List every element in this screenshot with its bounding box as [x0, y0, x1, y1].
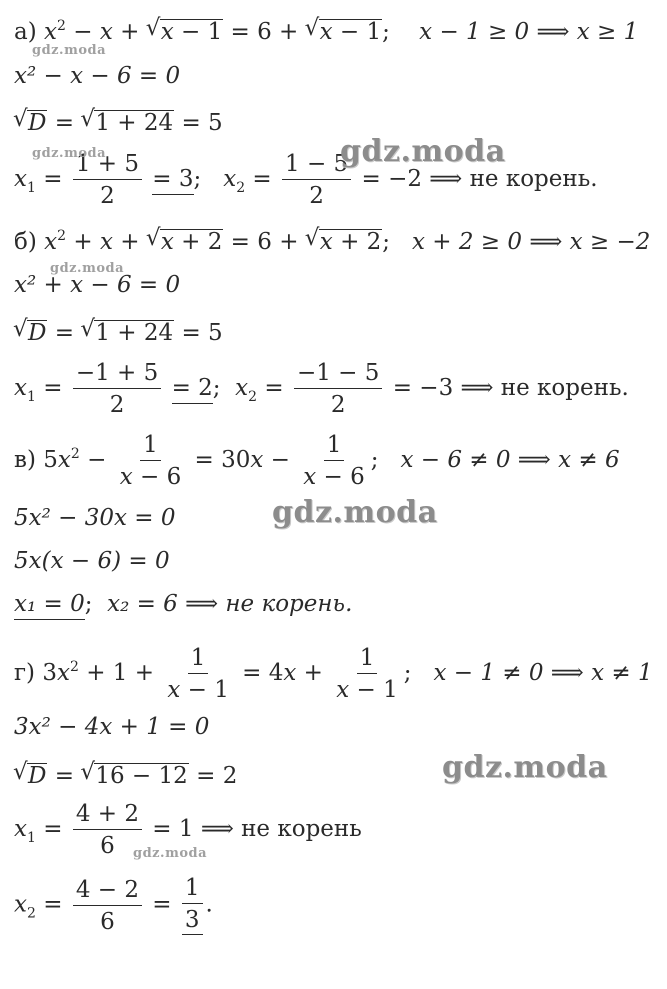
part-a-equation: а) $x^2 - x$ + √ x − 1 = 6 + √ x − 1; x − 1 ≥ 0 ⟹ x ≥ 1 [14, 19, 638, 44]
part-b-discriminant: √ D = √ 1 + 24 = 5 [14, 320, 223, 345]
part-b-condition: x + 2 ≥ 0 ⟹ x ≥ −2 [411, 229, 651, 255]
part-a-x1-value: = 3 [152, 166, 193, 195]
part-v-factored: 5x(x − 6) = 0 [14, 548, 170, 574]
part-g-discriminant: √ D = √ 16 − 12 = 2 [14, 763, 237, 788]
part-g-root-1: $x_1$ = $\frac{4 + 2}{6}$ = 1 ⟹ не корень [14, 801, 362, 860]
watermark-logo: gdz.moda [340, 134, 506, 169]
part-v-label: в) [14, 447, 36, 474]
watermark-logo: gdz.moda [442, 750, 608, 785]
part-v-expanded: 5x² − 30x = 0 [14, 505, 176, 531]
watermark-text: gdz.moda [133, 846, 208, 861]
part-v-roots: x₁ = 0; x₂ = 6 ⟹ не корень. [14, 593, 352, 616]
part-a-label: а) [14, 19, 37, 45]
part-g-label: г) [14, 660, 36, 687]
part-b-quadratic: x² + x − 6 = 0 [14, 272, 181, 298]
watermark-text: gdz.moda [32, 43, 107, 58]
part-a-discriminant: √ D = √ 1 + 24 = 5 [14, 110, 223, 135]
part-a-roots: $x_1$ = $\frac{1 + 5}{2}$ = 3; $x_2$ = $\frac{1 - 5}{2}$ = −2 ⟹ не корень. [14, 151, 598, 210]
part-b-label: б) [14, 229, 37, 255]
part-b-roots: $x_1$ = $\frac{-1 + 5}{2}$ = 2; $x_2$ = $\frac{-1 - 5}{2}$ = −3 ⟹ не корень. [14, 360, 629, 419]
part-g-condition: x − 1 ≠ 0 ⟹ x ≠ 1 [433, 660, 653, 687]
part-a-condition: x − 1 ≥ 0 ⟹ x ≥ 1 [419, 19, 639, 45]
watermark-text: gdz.moda [50, 261, 125, 276]
part-g-quadratic: 3x² − 4x + 1 = 0 [14, 714, 210, 740]
part-g-root-2: $x_2$ = $\frac{4 - 2}{6}$ = $\frac{1}{3}$ . [14, 875, 213, 935]
part-b-x1-value: = 2 [172, 375, 213, 404]
part-b-equation: б) $x^2 + x$ + √ x + 2 = 6 + √ x + 2; x + 2 ≥ 0 ⟹ x ≥ −2 [14, 229, 650, 254]
part-g-equation: г) $3x^2 + 1$ + $\frac{1}{x - 1}$ = 4x + $\frac{1}{x - 1}$ ; x − 1 ≠ 0 ⟹ x ≠ 1 [14, 645, 653, 704]
part-v-equation: в) $5x^2$ − $\frac{1}{x - 6}$ = 30x − $\frac{1}{x - 6}$ ; x − 6 ≠ 0 ⟹ x ≠ 6 [14, 432, 620, 491]
part-v-x1: x₁ = 0 [14, 591, 85, 620]
part-a-quadratic: x² − x − 6 = 0 [14, 63, 181, 89]
watermark-logo: gdz.moda [272, 495, 438, 530]
watermark-text: gdz.moda [32, 146, 107, 161]
part-v-condition: x − 6 ≠ 0 ⟹ x ≠ 6 [400, 447, 620, 474]
